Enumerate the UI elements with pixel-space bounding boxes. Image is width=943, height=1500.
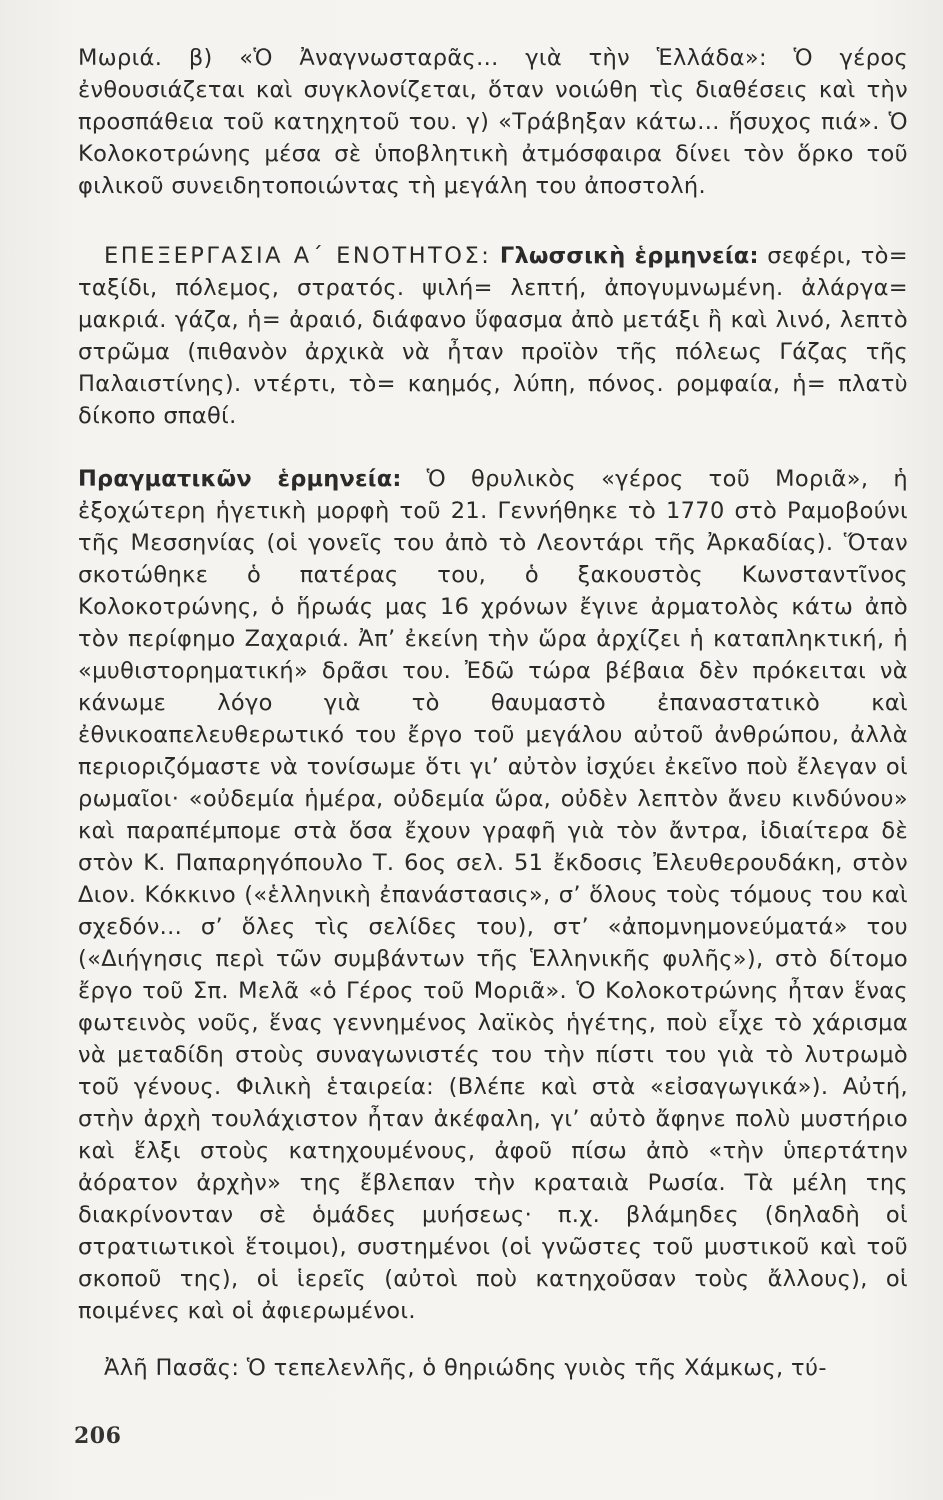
page-number: 206 (74, 1423, 122, 1449)
trailing-section (78, 1352, 908, 1384)
factual-section (78, 463, 908, 1327)
trailing-line: Ἀλῆ Πασᾶς: Ὁ τεπελενλῆς, ὁ θηριώδης γυιὸς τῆς Χάμκως, τύ- (104, 1355, 827, 1381)
glossary-section (78, 240, 908, 432)
section-heading: ΕΠΕΞΕΡΓΑΣΙΑ Α΄ ΕΝΟΤΗΤΟΣ: (104, 243, 492, 269)
continuation-paragraph (78, 42, 908, 202)
glossary-text: σεφέρι, τὸ= ταξίδι, πόλεμος, στρατός. ψιλή= λεπτή, ἀπογυμνωμένη. ἀλάργα= μακριά. γάζα, ἡ= ἀραιό, διάφανο ὕφασμα ἀπὸ μετάξι ἢ καὶ λινό, λεπτὸ στρῶμα (πιθανὸν ἀρχικὰ νὰ ἦταν προϊὸν τῆς πόλεως Γάζας τῆς Παλαιστίνης). ντέρτι, τὸ= καημός, λύπη, πόνος. ρομφαία, ἡ= πλατὺ δίκοπο σπαθί. (78, 243, 908, 429)
factual-text: Ὁ θρυλικὸς «γέρος τοῦ Μοριᾶ», ἡ ἐξοχώτερη ἡγετικὴ μορφὴ τοῦ 21. Γεννήθηκε τὸ 1770 στὸ Ραμοβούνι τῆς Μεσσηνίας (οἱ γονεῖς του ἀπὸ τὸ Λεοντάρι τῆς Ἀρκαδίας). Ὅταν σκοτώθηκε ὁ πατέρας του, ὁ ξακουστὸς Κωνσταντῖνος Κολοκοτρώνης, ὁ ἥρωάς μας 16 χρόνων ἔγινε ἀρματολὸς κάτω ἀπὸ τὸν περίφημο Ζαχαριά. Ἀπ’ ἐκείνη τὴν ὥρα ἀρχίζει ἡ καταπληκτική, ἡ «μυθιστορηματική» δρᾶσι του. Ἐδῶ τώρα βέβαια δὲν πρόκειται νὰ κάνωμε λόγο γιὰ τὸ θαυμαστὸ ἐπαναστατικὸ καὶ ἐθνικοαπελευθερωτικό του ἔργο τοῦ μεγάλου αὐτοῦ ἀνθρώπου, ἀλλὰ περιοριζόμαστε νὰ τονίσωμε ὅτι γι’ αὐτὸν ἰσχύει ἐκεῖνο ποὺ ἔλεγαν οἱ ρωμαῖοι· «οὐδεμία ἡμέρα, οὐδεμία ὥρα, οὐδὲν λεπτὸν ἄνευ κινδύνου» καὶ παραπέμπομε στὰ ὅσα ἔχουν γραφῆ γιὰ τὸν ἄντρα, ἰδιαίτερα δὲ στὸν Κ. Παπαρηγόπουλο Τ. 6ος σελ. 51 ἔκδοσις Ἐλευθερουδάκη, στὸν Διον. Κόκκινο («ἑλληνικὴ ἐπανάστασις», σ’ ὅλους τοὺς τόμους του καὶ σχεδόν... σ’ ὅλες τὶς σελίδες του), στ’ «ἀπομνημονεύματά» του («Διήγησις περὶ τῶν συμβάντων τῆς Ἑλληνικῆς φυλῆς»), στὸ δίτομο ἔργο τοῦ Σπ. Μελᾶ «ὁ Γέρος τοῦ Μοριᾶ». Ὁ Κολοκοτρώνης ἦταν ἕνας φωτεινὸς νοῦς, ἕνας γεννημένος λαϊκὸς ἡγέτης, ποὺ εἶχε τὸ χάρισμα νὰ μεταδίδη στοὺς συναγωνιστές του τὴν πίστι του γιὰ τὸ λυτρωμὸ τοῦ γένους. Φιλικὴ ἑταιρεία: (Βλέπε καὶ στὰ «εἰσαγωγικά»). Αὐτή, στὴν ἀρχὴ τουλάχιστον ἦταν ἀκέφαλη, γι’ αὐτὸ ἄφηνε πολὺ μυστήριο καὶ ἕλξι στοὺς κατηχουμένους, ἀφοῦ πίσω ἀπὸ «τὴν ὑπερτάτην ἀόρατον ἀρχὴν» της ἔβλεπαν τὴν κραταιὰ Ρωσία. Τὰ μέλη της διακρίνονταν σὲ ὁμάδες μυήσεως· π.χ. βλάμηδες (δηλαδὴ οἱ στρατιωτικοὶ ἕτοιμοι), συστημένοι (οἱ γνῶστες τοῦ μυστικοῦ καὶ τοῦ σκοποῦ της), οἱ ἱερεῖς (αὐτοὶ ποὺ κατηχοῦσαν τοὺς ἄλλους), οἱ ποιμένες καὶ οἱ ἀφιερωμένοι. (78, 466, 908, 1324)
paragraph-text: Μωριά. β) «Ὁ Ἀναγνωσταρᾶς... γιὰ τὴν Ἑλλάδα»: Ὁ γέρος ἐνθουσιάζεται καὶ συγκλονίζεται, ὅταν νοιώθη τὶς διαθέσεις καὶ τὴν προσπάθεια τοῦ κατηχητοῦ του. γ) «Τράβηξαν κάτω... ἥσυχος πιά». Ὁ Κολοκοτρώνης μέσα σὲ ὑποβλητικὴ ἀτμόσφαιρα δίνει τὸν ὅρκο τοῦ φιλικοῦ συνειδητοποιώντας τὴ μεγάλη του ἀποστολή. (78, 45, 908, 199)
glossary-paragraph (78, 240, 908, 432)
factual-lead: Πραγματικῶν ἑρμηνεία: (78, 466, 402, 492)
factual-paragraph (78, 463, 908, 1327)
glossary-lead: Γλωσσικὴ ἑρμηνεία: (499, 243, 759, 269)
